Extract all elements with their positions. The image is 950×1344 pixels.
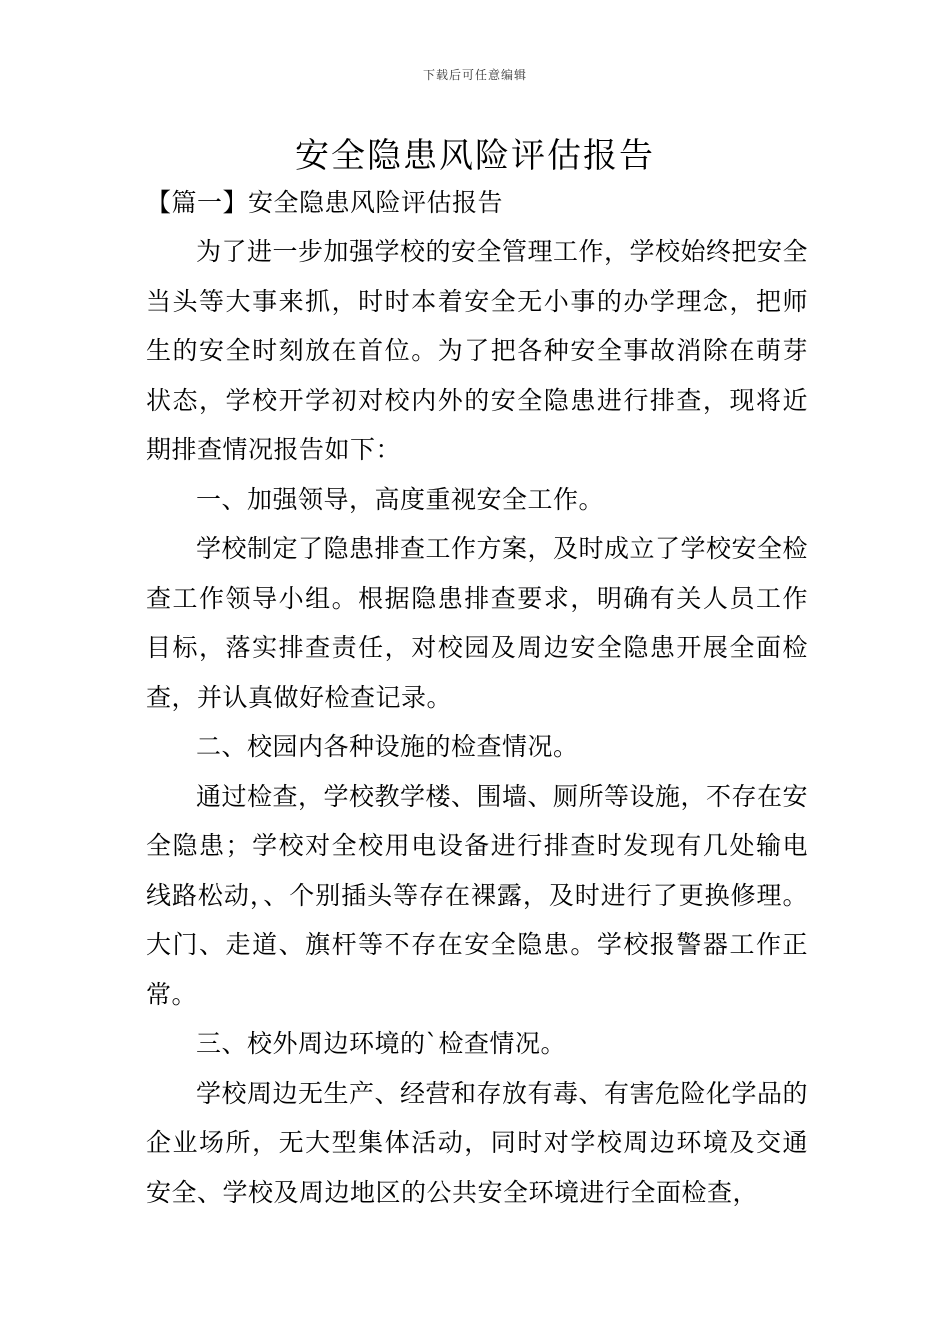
paragraph-leadership: 学校制定了隐患排查工作方案，及时成立了学校安全检查工作领导小组。根据隐患排查要求，明确有关人员工作目标，落实排查责任，对校园及周边安全隐患开展全面检查，并认真做好检查记录。 <box>146 534 809 712</box>
document-title: 安全隐患风险评估报告 <box>295 136 655 176</box>
paragraph-facilities: 通过检查，学校教学楼、围墙、厕所等设施，不存在安全隐患；学校对全校用电设备进行排查时发现有几处输电线路松动，、个别插头等存在裸露，及时进行了更换修理。大门、走道、旗杆等不存在安全隐患。学校报警器工作正常。 <box>146 781 809 1009</box>
paragraph-surroundings: 学校周边无生产、经营和存放有毒、有害危险化学品的企业场所，无大型集体活动，同时对学校周边环境及交通安全、学校及周边地区的公共安全环境进行全面检查， <box>146 1078 809 1207</box>
paragraph-heading-2: 二、校园内各种设施的检查情况。 <box>196 732 579 761</box>
document-body <box>146 227 808 1217</box>
section-heading: 【篇一】安全隐患风险评估报告 <box>146 188 504 217</box>
header-note: 下载后可任意编辑 <box>422 68 527 82</box>
paragraph-heading-3: 三、校外周边环境的`检查情况。 <box>196 1029 567 1058</box>
paragraph-intro: 为了进一步加强学校的安全管理工作，学校始终把安全当头等大事来抓，时时本着安全无小事的办学理念，把师生的安全时刻放在首位。为了把各种安全事故消除在萌芽状态，学校开学初对校内外的安全隐患进行排查，现将近期排查情况报告如下： <box>146 237 809 464</box>
paragraph-heading-1: 一、加强领导，高度重视安全工作。 <box>196 484 605 514</box>
